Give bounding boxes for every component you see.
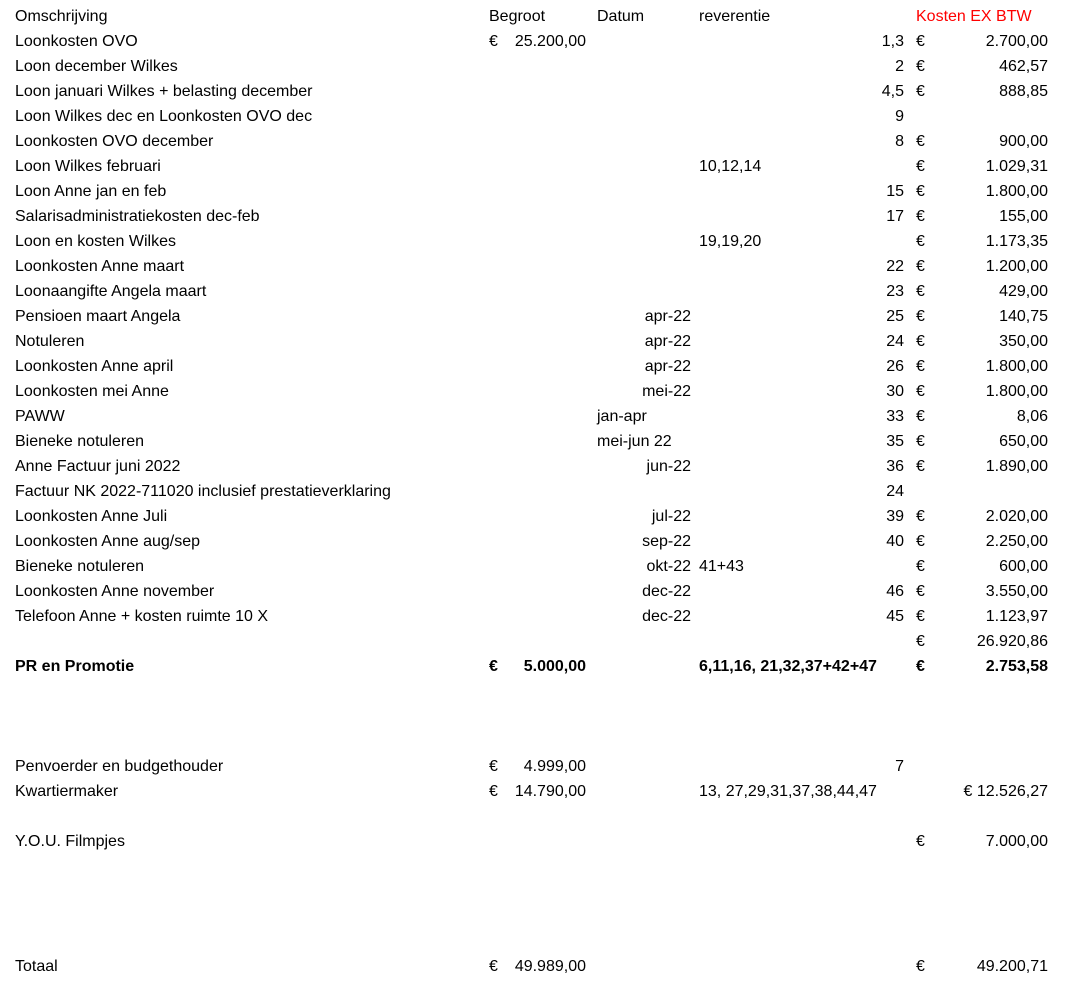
- row-budget-amount: 25.200,00: [514, 33, 586, 50]
- row-budget: [489, 954, 586, 979]
- row-cost: 600,00: [999, 558, 1048, 575]
- row-budget-amount: 5.000,00: [523, 658, 586, 675]
- table-row: [0, 379, 1071, 404]
- table-row: [0, 804, 1071, 829]
- row-cost: 7.000,00: [985, 833, 1048, 850]
- table-row: [0, 604, 1071, 629]
- row-description: Loon Anne jan en feb: [15, 183, 167, 200]
- table-row: [0, 104, 1071, 129]
- row-budget: [489, 754, 586, 779]
- row-currency: €: [916, 408, 925, 425]
- table-row: [0, 179, 1071, 204]
- row-date: dec-22: [642, 583, 691, 600]
- row-description: Loonkosten Anne maart: [15, 258, 185, 275]
- row-description: Totaal: [15, 958, 58, 975]
- table-row: [0, 904, 1071, 929]
- row-currency: €: [916, 58, 925, 75]
- row-date: jun-22: [646, 458, 691, 475]
- row-budget-currency: €: [489, 658, 498, 675]
- row-description: Y.O.U. Filmpjes: [15, 833, 125, 850]
- row-description: Telefoon Anne + kosten ruimte 10 X: [15, 608, 269, 625]
- row-currency: €: [916, 208, 925, 225]
- row-reference: 4,5: [881, 83, 904, 100]
- row-currency: €: [916, 383, 925, 400]
- row-description: Loonaangifte Angela maart: [15, 283, 207, 300]
- row-cost: 2.020,00: [985, 508, 1048, 525]
- row-budget-currency: €: [489, 758, 498, 775]
- row-cost: 1.800,00: [985, 383, 1048, 400]
- row-reference: 25: [886, 308, 904, 325]
- table-row: [0, 954, 1071, 979]
- header-begroot: Begroot: [489, 8, 546, 25]
- row-currency: €: [916, 433, 925, 450]
- row-currency: €: [916, 958, 925, 975]
- row-budget: [489, 779, 586, 804]
- table-row: [0, 304, 1071, 329]
- row-description: Factuur NK 2022-711020 inclusief prestatieverklaring: [15, 483, 391, 500]
- row-date: okt-22: [646, 558, 691, 575]
- row-date: dec-22: [642, 608, 691, 625]
- row-cost: 155,00: [999, 208, 1048, 225]
- header-datum: Datum: [597, 8, 645, 25]
- table-row: [0, 704, 1071, 729]
- row-reference: 13, 27,29,31,37,38,44,47: [699, 783, 877, 800]
- row-currency: €: [916, 158, 925, 175]
- table-row: [0, 129, 1071, 154]
- row-description: Loonkosten Anne november: [15, 583, 215, 600]
- table-row: [0, 854, 1071, 879]
- row-reference: 40: [886, 533, 904, 550]
- row-budget: [489, 654, 586, 679]
- row-reference: 41+43: [699, 558, 744, 575]
- row-currency: €: [916, 183, 925, 200]
- row-date: apr-22: [644, 308, 691, 325]
- table-row: [0, 229, 1071, 254]
- row-reference: 24: [886, 333, 904, 350]
- row-reference: 33: [886, 408, 904, 425]
- row-date: mei-jun 22: [597, 433, 672, 450]
- row-cost: 49.200,71: [976, 958, 1048, 975]
- row-cost: 429,00: [999, 283, 1048, 300]
- row-currency: €: [916, 33, 925, 50]
- row-description: Anne Factuur juni 2022: [15, 458, 181, 475]
- row-cost: 1.029,31: [985, 158, 1048, 175]
- row-cost: 1.200,00: [985, 258, 1048, 275]
- row-cost: 2.753,58: [985, 658, 1048, 675]
- table-row: [0, 54, 1071, 79]
- table-row: [0, 504, 1071, 529]
- row-description: Notuleren: [15, 333, 85, 350]
- table-row: [0, 929, 1071, 954]
- row-cost: 1.800,00: [985, 183, 1048, 200]
- row-description: Kwartiermaker: [15, 783, 119, 800]
- table-row: [0, 154, 1071, 179]
- table-row: [0, 879, 1071, 904]
- row-cost: € 12.526,27: [963, 783, 1048, 800]
- row-reference: 8: [895, 133, 904, 150]
- row-description: PAWW: [15, 408, 65, 425]
- table-row: [0, 554, 1071, 579]
- row-budget-amount: 14.790,00: [514, 783, 586, 800]
- row-cost: 1.173,35: [985, 233, 1048, 250]
- row-reference: 15: [886, 183, 904, 200]
- row-date: jul-22: [651, 508, 691, 525]
- row-description: Loon Wilkes dec en Loonkosten OVO dec: [15, 108, 313, 125]
- table-row: [0, 579, 1071, 604]
- row-cost: 350,00: [999, 333, 1048, 350]
- header-referentie: reverentie: [699, 8, 771, 25]
- row-description: Loonkosten Anne april: [15, 358, 174, 375]
- row-reference: 36: [886, 458, 904, 475]
- row-cost: 2.700,00: [985, 33, 1048, 50]
- row-currency: €: [916, 308, 925, 325]
- row-reference: 46: [886, 583, 904, 600]
- row-description: PR en Promotie: [15, 658, 135, 675]
- table-row: [0, 829, 1071, 854]
- row-currency: €: [916, 608, 925, 625]
- row-currency: €: [916, 583, 925, 600]
- row-description: Bieneke notuleren: [15, 433, 144, 450]
- row-reference: 26: [886, 358, 904, 375]
- row-description: Loon januari Wilkes + belasting december: [15, 83, 313, 100]
- row-currency: €: [916, 533, 925, 550]
- row-reference: 2: [895, 58, 904, 75]
- row-date: apr-22: [644, 358, 691, 375]
- row-reference: 39: [886, 508, 904, 525]
- row-description: Loon december Wilkes: [15, 58, 178, 75]
- row-currency: €: [916, 458, 925, 475]
- table-row: [0, 29, 1071, 54]
- table-row: [0, 404, 1071, 429]
- row-description: Loonkosten OVO: [15, 33, 138, 50]
- row-reference: 24: [886, 483, 904, 500]
- row-reference: 23: [886, 283, 904, 300]
- row-description: Loonkosten OVO december: [15, 133, 214, 150]
- row-cost: 2.250,00: [985, 533, 1048, 550]
- table-row: [0, 204, 1071, 229]
- row-budget-amount: 49.989,00: [514, 958, 586, 975]
- table-row: [0, 254, 1071, 279]
- row-budget-amount: 4.999,00: [523, 758, 586, 775]
- row-budget-currency: €: [489, 33, 498, 50]
- row-reference: 19,19,20: [699, 233, 762, 250]
- row-reference: 30: [886, 383, 904, 400]
- row-currency: €: [916, 658, 925, 675]
- row-cost: 888,85: [999, 83, 1048, 100]
- row-currency: €: [916, 633, 925, 650]
- row-date: jan-apr: [597, 408, 647, 425]
- row-currency: €: [916, 133, 925, 150]
- row-description: Loonkosten mei Anne: [15, 383, 169, 400]
- row-reference: 6,11,16, 21,32,37+42+47: [699, 658, 877, 675]
- row-reference: 45: [886, 608, 904, 625]
- row-description: Loon Wilkes februari: [15, 158, 161, 175]
- row-reference: 7: [895, 758, 904, 775]
- table-row: [0, 454, 1071, 479]
- table-row: [0, 329, 1071, 354]
- table-row: [0, 279, 1071, 304]
- row-cost: 8,06: [1016, 408, 1048, 425]
- row-date: apr-22: [644, 333, 691, 350]
- row-currency: €: [916, 358, 925, 375]
- row-currency: €: [916, 333, 925, 350]
- row-currency: €: [916, 283, 925, 300]
- table-row: [0, 654, 1071, 679]
- row-currency: €: [916, 833, 925, 850]
- row-cost: 140,75: [999, 308, 1048, 325]
- header-kosten: Kosten EX BTW: [916, 8, 1032, 25]
- row-budget-currency: €: [489, 783, 498, 800]
- row-cost: 3.550,00: [985, 583, 1048, 600]
- table-row: [0, 779, 1071, 804]
- row-description: Pensioen maart Angela: [15, 308, 181, 325]
- row-currency: €: [916, 258, 925, 275]
- table-row: [0, 729, 1071, 754]
- row-cost: 1.800,00: [985, 358, 1048, 375]
- row-cost: 462,57: [999, 58, 1048, 75]
- row-reference: 1,3: [881, 33, 904, 50]
- row-reference: 9: [895, 108, 904, 125]
- row-currency: €: [916, 508, 925, 525]
- header-row: [0, 4, 1071, 29]
- row-date: sep-22: [642, 533, 691, 550]
- header-omschrijving: Omschrijving: [15, 8, 108, 25]
- row-cost: 900,00: [999, 133, 1048, 150]
- row-cost: 1.123,97: [985, 608, 1048, 625]
- row-reference: 17: [886, 208, 904, 225]
- table-row: [0, 529, 1071, 554]
- row-description: Loonkosten Anne aug/sep: [15, 533, 201, 550]
- table-row: [0, 479, 1071, 504]
- row-reference: 22: [886, 258, 904, 275]
- table-row: [0, 354, 1071, 379]
- row-cost: 26.920,86: [976, 633, 1048, 650]
- table-row: [0, 79, 1071, 104]
- table-row: [0, 754, 1071, 779]
- table-row: [0, 629, 1071, 654]
- row-budget-currency: €: [489, 958, 498, 975]
- row-currency: €: [916, 233, 925, 250]
- row-description: Loonkosten Anne Juli: [15, 508, 168, 525]
- table-row: [0, 429, 1071, 454]
- row-description: Loon en kosten Wilkes: [15, 233, 176, 250]
- row-description: Salarisadministratiekosten dec-feb: [15, 208, 260, 225]
- table-row: [0, 679, 1071, 704]
- row-reference: 35: [886, 433, 904, 450]
- row-reference: 10,12,14: [699, 158, 762, 175]
- row-budget: [489, 29, 586, 54]
- row-description: Penvoerder en budgethouder: [15, 758, 224, 775]
- row-date: mei-22: [642, 383, 691, 400]
- row-description: Bieneke notuleren: [15, 558, 144, 575]
- row-currency: €: [916, 558, 925, 575]
- row-currency: €: [916, 83, 925, 100]
- row-cost: 1.890,00: [985, 458, 1048, 475]
- row-cost: 650,00: [999, 433, 1048, 450]
